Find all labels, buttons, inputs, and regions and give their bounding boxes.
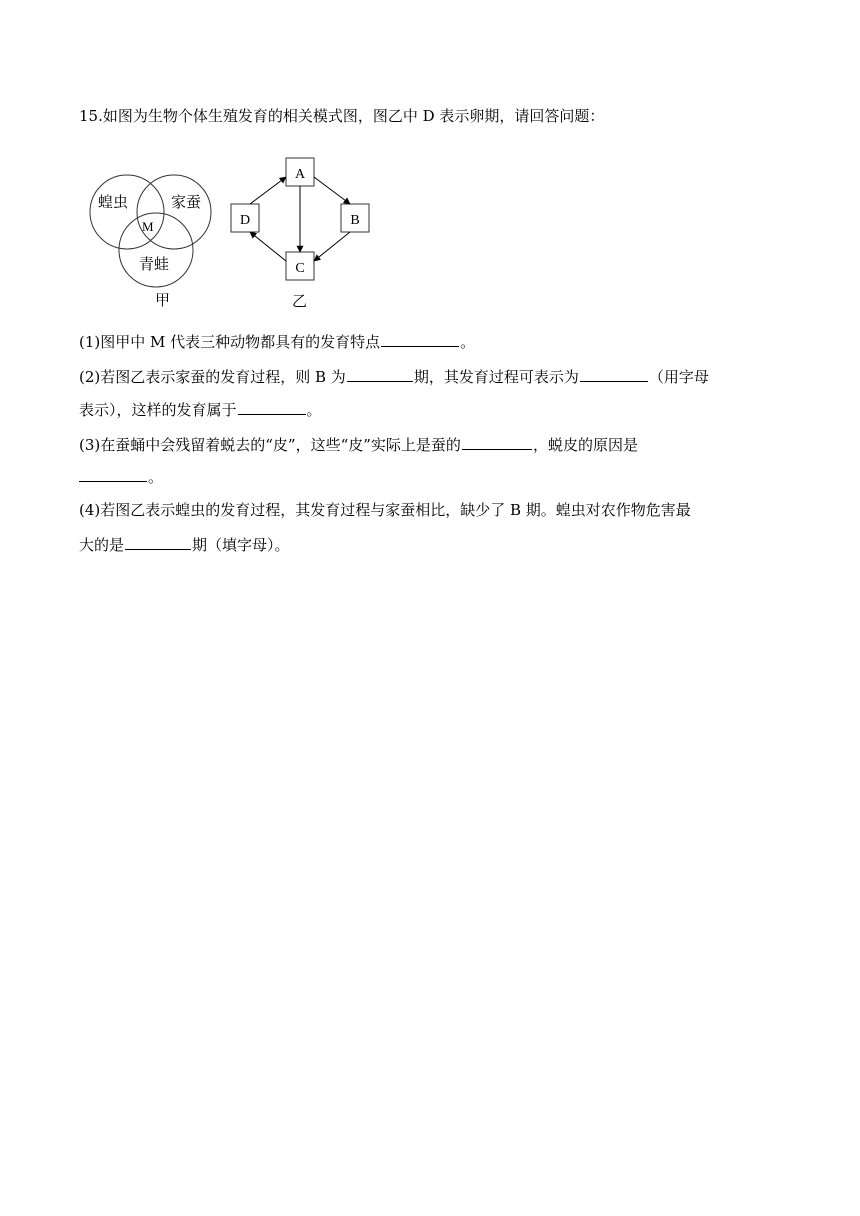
venn-diagram: [90, 175, 211, 309]
q2-text-d: 表示），这样的发育属于: [79, 401, 237, 419]
q3-text-a: (3)在蚕蛹中会残留着蜕去的“皮”，这些“皮”实际上是蚕的: [79, 436, 461, 454]
q4-text-a: (4)若图乙表示蝗虫的发育过程，其发育过程与家蚕相比，缺少了 B 期。蝗虫对农作物危害最: [79, 501, 691, 519]
q3-text-c: 。: [148, 468, 164, 486]
cycle-diagram: [231, 158, 369, 310]
q1-text: (1)图甲中 M 代表三种动物都具有的发育特点: [79, 333, 381, 351]
sub-question-4-line-2: [79, 534, 290, 555]
sub-question-2-line-2: [79, 399, 322, 420]
venn-circle-silkworm: [137, 175, 211, 249]
sub-question-3-line-1: [79, 434, 638, 455]
venn-label-frog: 青蛙: [139, 255, 170, 273]
answer-blank-7[interactable]: [125, 534, 191, 550]
figures: [85, 155, 385, 315]
arrow-d-to-a: [250, 177, 286, 204]
sub-question-4-line-1: [79, 500, 691, 520]
question-stem: [79, 106, 604, 126]
answer-blank-1[interactable]: [381, 331, 459, 347]
sub-question-1: [79, 331, 475, 352]
answer-blank-3[interactable]: [580, 366, 648, 382]
q4-text-c: 期（填字母）。: [192, 536, 290, 554]
q2-text-c: （用字母: [648, 368, 709, 386]
sub-question-3-line-2: [79, 466, 163, 487]
answer-blank-4[interactable]: [238, 399, 306, 415]
venn-circle-locust: [90, 175, 164, 249]
node-label-d: D: [239, 213, 251, 228]
node-label-a: A: [294, 167, 306, 182]
sub-question-2-line-1: [79, 366, 709, 387]
q2-text-a: (2)若图乙表示家蚕的发育过程，则 B 为: [79, 368, 346, 386]
question-stem-text: 15.如图为生物个体生殖发育的相关模式图，图乙中 D 表示卵期，请回答问题：: [79, 107, 605, 125]
q3-text-b: ，蜕皮的原因是: [532, 436, 638, 454]
arrow-a-to-b: [314, 177, 350, 204]
arrow-c-to-d: [250, 232, 286, 261]
venn-center-label: M: [142, 219, 154, 234]
figure-jia-caption: 甲: [155, 291, 171, 309]
arrow-b-to-c: [314, 232, 350, 261]
node-label-b: B: [350, 213, 360, 228]
venn-label-locust: 蝗虫: [98, 193, 129, 211]
answer-blank-5[interactable]: [462, 434, 532, 450]
q1-end: 。: [460, 333, 476, 351]
answer-blank-2[interactable]: [347, 366, 413, 382]
q4-text-b: 大的是: [79, 536, 125, 554]
node-label-c: C: [295, 261, 305, 276]
figure-yi-caption: 乙: [292, 292, 308, 310]
venn-label-silkworm: 家蚕: [171, 193, 202, 211]
venn-circle-frog: [119, 213, 193, 287]
q2-text-b: 期，其发育过程可表示为: [413, 368, 579, 386]
answer-blank-6[interactable]: [79, 466, 147, 482]
q2-text-e: 。: [306, 401, 322, 419]
